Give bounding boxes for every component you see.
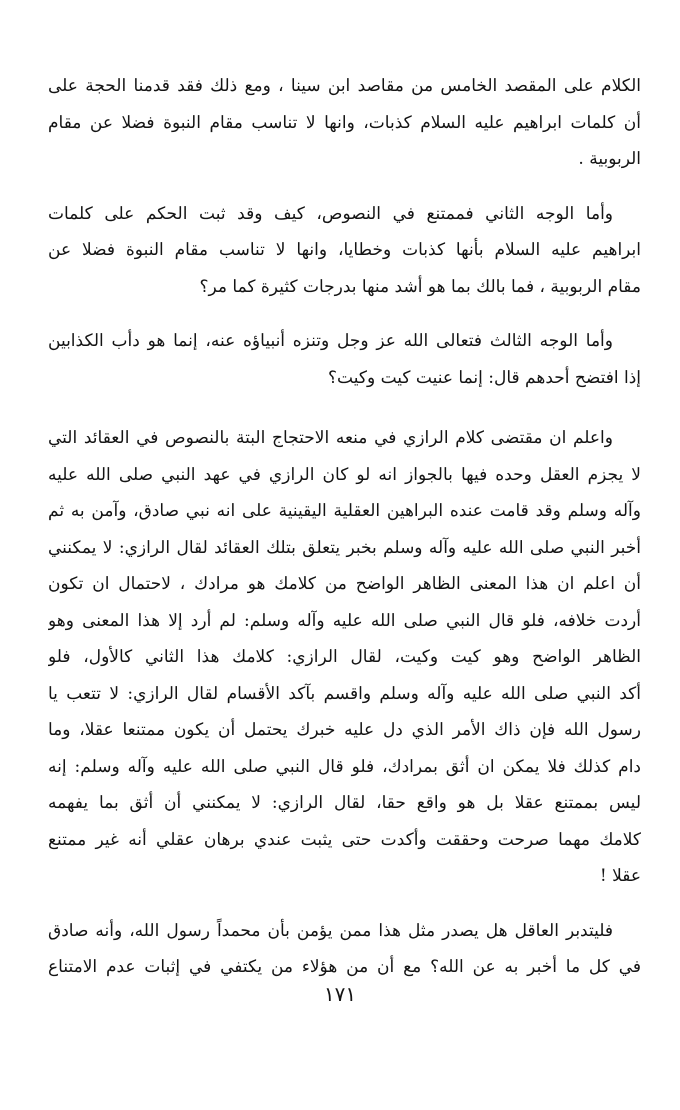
paragraph-1	[48, 68, 641, 178]
text-line: أردت خلافه، فلو قال النبي صلى الله عليه وآله وسلم: لم أرد إلا هذا المعنى وهو	[48, 610, 641, 631]
text-line: كلامك مهما صرحت وحققت وأكدت حتى يثبت عندي برهان عقلي أنه غير ممتنع	[48, 829, 641, 850]
text-line: أكد النبي صلى الله عليه وآله وسلم واقسم بآكد الأقسام لقال الرازي: لا تتعب يا	[48, 683, 641, 704]
text-line: إذا افتضح أحدهم قال: إنما عنيت كيت وكيت؟	[328, 367, 641, 388]
text-line: فليتدبر العاقل هل يصدر مثل هذا ممن يؤمن بأن محمداً رسول الله، وأنه صادق	[48, 920, 613, 941]
text-line: في كل ما أخبر به عن الله؟ مع أن من هؤلاء من يكتفي في إثبات عدم الامتناع	[48, 957, 641, 977]
text-line: عقلا !	[599, 866, 641, 886]
text-line: أن كلمات ابراهيم عليه السلام كذبات، وانها لا تناسب مقام النبوة فضلا عن مقام	[48, 112, 641, 133]
text-line: ليس بممتنع عقلا بل هو واقع حقا، لقال الرازي: لا يمكنني أن أثق بما يفهمه	[48, 793, 641, 813]
paragraph-gap	[48, 305, 641, 323]
text-line: وأما الوجه الثاني فممتنع في النصوص، كيف وقد ثبت الحكم على كلمات	[48, 203, 613, 224]
paragraph-5	[48, 913, 641, 986]
text-line: رسول الله فإن ذاك الأمر الذي دل عليه خبرك يحتمل أن يكون ممتنعا عقلا، وما	[48, 720, 641, 740]
text-line: الربوبية .	[578, 149, 641, 169]
page-number: ١٧١	[323, 982, 357, 1006]
paragraph-gap	[48, 895, 641, 913]
paragraph-gap	[48, 396, 641, 420]
paragraph-2	[48, 196, 641, 306]
text-line: وآله وسلم وقد قامت عنده البراهين العقلية اليقينية على انه نبي صادق، وآمن به ثم	[48, 501, 641, 521]
text-line: لا يجزم العقل وحده فيها بالجواز انه لو كان الرازي في عهد النبي صلى الله عليه	[48, 464, 641, 485]
text-line: الكلام على المقصد الخامس من مقاصد ابن سينا ، ومع ذلك فقد قدمنا الحجة على	[48, 76, 641, 96]
text-line: ابراهيم عليه السلام بأنها كذبات وخطايا، وانها لا تناسب مقام النبوة فضلا عن	[48, 240, 641, 260]
text-line: واعلم ان مقتضى كلام الرازي في منعه الاحتجاج البتة بالنصوص في العقائد التي	[48, 428, 613, 448]
paragraph-4	[48, 420, 641, 895]
text-line: أخبر النبي صلى الله عليه وآله وسلم بخبر يتعلق بتلك العقائد لقال الرازي: لا يمكنني	[48, 537, 641, 558]
page-body	[48, 68, 641, 986]
text-line: دام كذلك فلا يمكن ان أثق بمرادك، فلو قال النبي صلى الله عليه وآله وسلم: إنه	[48, 756, 641, 777]
text-line: مقام الربوبية ، فما بالك بما هو أشد منها بدرجات كثيرة كما مر؟	[199, 276, 641, 297]
text-line: أن اعلم ان هذا المعنى الظاهر الواضح من كلامك هو مرادك ، لاحتمال ان تكون	[48, 574, 641, 594]
text-line: وأما الوجه الثالث فتعالى الله عز وجل وتنزه أنبياؤه عنه، إنما هو دأب الكذابين	[48, 331, 613, 351]
paragraph-3	[48, 323, 641, 396]
paragraph-gap	[48, 178, 641, 196]
text-line: الظاهر الواضح وهو كيت وكيت، لقال الرازي: كلامك هذا الثاني كالأول، فلو	[48, 647, 641, 667]
